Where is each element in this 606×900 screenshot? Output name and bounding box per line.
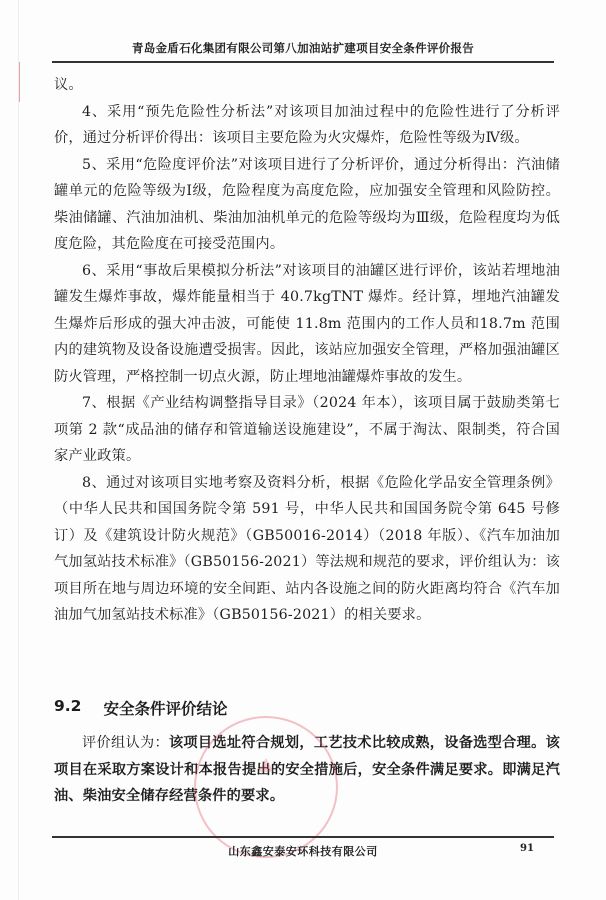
section-title: 安全条件评价结论	[103, 700, 228, 718]
paragraph-continuation: 议。	[54, 77, 83, 93]
paragraph-item-7: 7、根据《产业结构调整指导目录》（2024 年本），该项目属于鼓励类第七项第 2 款“成品油的储存和管道输送设施建设”，不属于淘汰、限制类，符合国家产业政策。	[54, 395, 560, 464]
running-header: 青岛金盾石化集团有限公司第八加油站扩建项目安全条件评价报告	[131, 41, 475, 55]
section-heading	[54, 697, 227, 719]
page-edge-line	[18, 0, 19, 900]
body-text	[54, 72, 560, 629]
paragraph-item-6: 6、采用“事故后果模拟分析法”对该项目的油罐区进行评价，该站若埋地油罐发生爆炸事故，爆炸能量相当于 40.7kgTNT 爆炸。经计算，埋地汽油罐发生爆炸后形成的强大冲击波，可能使 11.8m 范围内的工作人员和18.7m 范围内的建筑物及设备设施遭受损害。因此，该站应加强安全管理，严格加强油罐区防火管理，严格控制一切点火源，防止埋地油罐爆炸事故的发生。	[54, 262, 560, 385]
footer-company: 山东鑫安泰安环科技有限公司	[228, 845, 378, 858]
section-number: 9.2	[54, 697, 82, 715]
paragraph-item-5: 5、采用“危险度评价法”对该项目进行了分析评价，通过分析得出：汽油储罐单元的危险等级为Ⅰ级，危险程度为高度危险，应加强安全管理和风险防控。柴油储罐、汽油加油机、柴油加油机单元的危险等级均为Ⅲ级，危险程度均为低度危险，其危险度在可接受范围内。	[54, 156, 560, 252]
conclusion-lead: 评价组认为：	[82, 735, 169, 751]
page-number: 91	[520, 843, 534, 854]
paragraph-item-4: 4、采用“预先危险性分析法”对该项目加油过程中的危险性进行了分析评价，通过分析评价得出：该项目主要危险为火灾爆炸，危险性等级为Ⅳ级。	[54, 103, 560, 146]
header-rule	[52, 61, 554, 63]
binding-mark	[19, 62, 20, 102]
paragraph-item-8: 8、通过对该项目实地考察及资料分析，根据《危险化学品安全管理条例》（中华人民共和国国务院令第 591 号，中华人民共和国国务院令第 645 号修订）及《建筑设计防火规范》（GB50016-2014）（2018 年版）、《汽车加油加气加氢站技术标准》（GB50156-2021）等法规和规范的要求，评价组认为：该项目所在地与周边环境的安全间距、站内各设施之间的防火距离均符合《汽车加油加气加氢站技术标准》（GB50156-2021）的相关要求。	[54, 474, 560, 623]
footer-rule	[52, 836, 554, 838]
conclusion-text: 该项目选址符合规划，工艺技术比较成熟，设备选型合理。该项目在采取方案设计和本报告提出的安全措施后，安全条件满足要求。即满足汽油、柴油安全储存经营条件的要求。	[54, 735, 561, 804]
conclusion-paragraph	[54, 730, 560, 810]
